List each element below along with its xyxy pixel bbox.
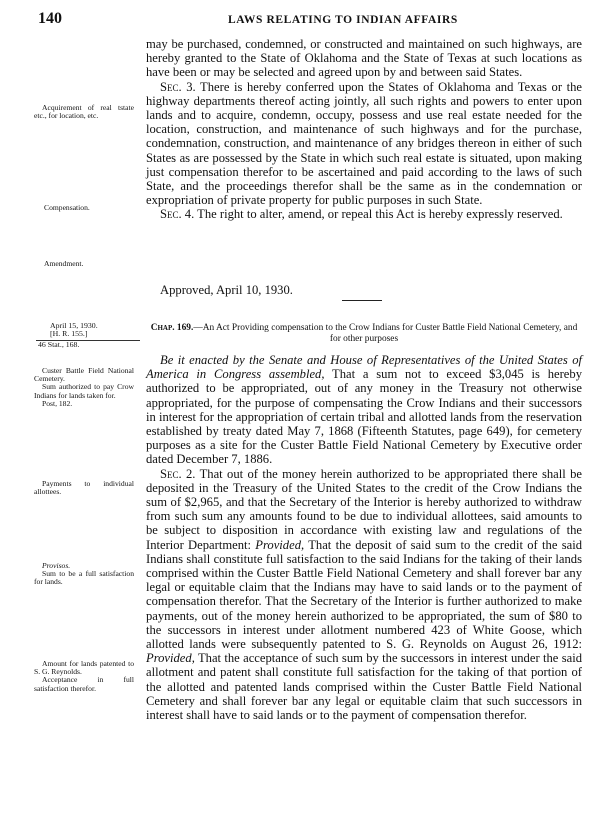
enacting-paragraph — [146, 353, 582, 467]
margin-note-custer: Custer Battle Field National Cemetery. Sum authorized to pay Crow Indians for lands taken for. Post, 182. — [34, 366, 134, 408]
running-head: LAWS RELATING TO INDIAN AFFAIRS — [228, 14, 458, 26]
proviso-2: Provided, — [146, 651, 195, 666]
chapter-label: Chap. 169. — [150, 323, 194, 333]
margin-note-provisos: Provisos. Sum to be a full satisfaction for lands. — [34, 561, 134, 587]
margin-note-amount: Amount for lands patented to S. G. Reynolds. Acceptance in full satisfaction therefor. — [34, 659, 134, 693]
section-4-paragraph — [146, 207, 582, 221]
page-number: 140 — [38, 10, 62, 27]
bill-number: [H. R. 155.] — [50, 329, 88, 339]
section-4-label: Sec. 4. — [160, 207, 195, 222]
section-4-text: The right to alter, amend, or repeal this Act is hereby expressly reserved. — [194, 207, 563, 222]
statute-citation: 46 Stat., 168. — [36, 340, 140, 349]
section-divider — [342, 300, 382, 301]
enactment-date: April 15, 1930. — [50, 321, 98, 330]
top-section — [146, 37, 582, 222]
margin-note-acquirement: Acquirement of real tstate etc., for location, etc. — [34, 103, 134, 121]
section-2-label: Sec. 2. — [160, 466, 196, 481]
enactment-date-block — [36, 322, 140, 349]
margin-note-compensation: Compensation. — [44, 203, 90, 212]
enacting-text: That a sum not to exceed $3,045 is hereby authorized to be appropriated, out of any money in the Treasury not otherwise appropriated, for the purpose of compensating the Crow Indians and their successors in interest for the appropriation of certain tribal and allotted lands from the reservation established by treaty dated May 7, 1868 (Fifteenth Statutes, page 649), for cemetery purposes as a site for the Custer Battle Field National Cemetery by Executive order dated December 7, 1886. — [146, 367, 582, 467]
section-3-text: There is hereby conferred upon the States of Oklahoma and Texas or the highway departments thereof acting jointly, all such rights and powers to enter upon lands and to acquire, condemn, occupy, possess and use real estate needed for the location, construction, and maintenance of such highways and for the purchase, condemnation, construction, and maintenance of any bridges thereon in either of such States as are possessed by the State in which such real estate is situated, upon making just compensation therefor to be ascertained and paid according to the laws of such State, and the proceedings therefor shall be the same as in the condemnation or expropriation of private property for public purposes in such State. — [146, 79, 582, 208]
margin-note-payments: Payments to individual allottees. — [34, 479, 134, 497]
margin-note-amendment: Amendment. — [44, 259, 84, 268]
approval-line: Approved, April 10, 1930. — [160, 283, 293, 297]
continuation-paragraph: may be purchased, condemned, or constructed and maintained on such highways, are hereby granted to the State of Oklahoma and the State of Texas at such locations as have been or may be selected and agreed upon by and between said States. — [146, 37, 582, 80]
section-2-paragraph: Sec. 2. That out of the money herein authorized to be appropriated there shall be deposited in the Treasury of the United States to the credit of the Crow Indians the sum of $2,965, and that the Secretary of the Interior is hereby authorized to withdraw from such sum any amounts found to be due to individual allottees, said amounts to be subject to disposition in accordance with existing law and regulations of the Interior Department: Provided, That the deposit of said sum to the credit of the said Indians shall constitute full satisfaction to the said Indians for the taking of their lands comprised within the Custer Battle Field National Cemetery and shall forever bar any legal or equitable claim that the Indians may have to said lands or to the payment of compensation therefor. That the Secretary of the Interior is further authorized to make payments, out of the money herein authorized to be appropriated, the sum of $80 to the successors in interest under allotment numbered 423 of White Goose, which allotted lands were subsequently patented to S. G. Reynolds on August 26, 1912: Provided, That the acceptance of such sum by the successors in interest under the said allotment and patent shall constitute full satisfaction for the taking of that portion of the allotted and patented lands comprised within the Custer Battle Field National Cemetery and shall forever bar any legal or equitable claim that such successors in interest shall have to said lands or to the payment of compensation therefor. — [146, 466, 582, 723]
enacting-formula: Be it enacted by the Senate and House of Representatives of the United States of America in Congress assembled, — [146, 353, 582, 382]
section-3-paragraph — [146, 80, 582, 208]
section-3-label: Sec. 3. — [160, 79, 196, 94]
act-body — [146, 353, 582, 722]
proviso-1: Provided, — [255, 537, 305, 552]
chapter-heading — [146, 323, 582, 344]
chapter-title: —An Act Providing compensation to the Crow Indians for Custer Battle Field National Cemetery, and for other purposes — [193, 323, 578, 344]
